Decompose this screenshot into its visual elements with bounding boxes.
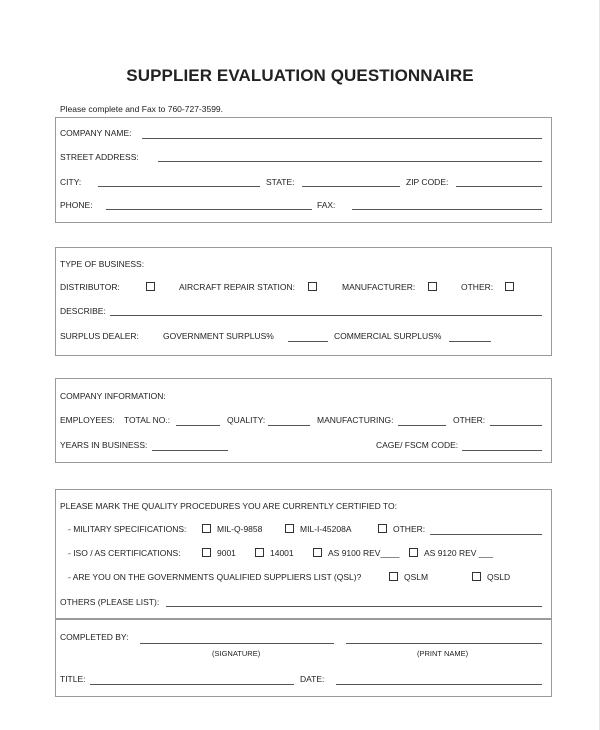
mil-other-label: OTHER: [393,524,426,534]
describe-field[interactable] [110,315,542,316]
fax-instructions: Please complete and Fax to 760-727-3599. [60,104,224,114]
street-address-field[interactable] [158,161,542,162]
qsl-question-label: - ARE YOU ON THE GOVERNMENTS QUALIFIED SUPPLIERS LIST (QSL)? [68,572,362,582]
zip-label: ZIP CODE: [406,177,449,187]
form-title: SUPPLIER EVALUATION QUESTIONNAIRE [126,66,474,85]
qslm-checkbox[interactable] [389,572,398,581]
commercial-surplus-label: COMMERCIAL SURPLUS% [334,331,442,341]
iso-cert-label: - ISO / AS CERTIFICATIONS: [68,548,181,558]
mil-other-field[interactable] [430,534,542,535]
cage-code-field[interactable] [462,450,542,451]
title-label: TITLE: [60,674,86,684]
government-surplus-label: GOVERNMENT SURPLUS% [163,331,274,341]
zip-field[interactable] [456,186,542,187]
qsld-label: QSLD [487,572,511,582]
aircraft-repair-label: AIRCRAFT REPAIR STATION: [179,282,296,292]
city-label: CITY: [60,177,82,187]
as9120-checkbox[interactable] [409,548,418,557]
military-spec-label: - MILITARY SPECIFICATIONS: [68,524,187,534]
years-in-business-field[interactable] [152,450,228,451]
company-name-label: COMPANY NAME: [60,128,132,138]
completed-by-label: COMPLETED BY: [60,632,129,642]
distributor-label: DISTRIBUTOR: [60,282,120,292]
surplus-dealer-label: SURPLUS DEALER: [60,331,139,341]
mil-other-checkbox[interactable] [378,524,387,533]
state-label: STATE: [266,177,295,187]
fax-field[interactable] [352,209,542,210]
iso-9001-label: 9001 [217,548,236,558]
mil-q-9858-label: MIL-Q-9858 [217,524,263,534]
date-label: DATE: [300,674,325,684]
company-info-heading: COMPANY INFORMATION: [60,391,166,401]
mil-i-45208a-label: MIL-I-45208A [300,524,352,534]
manufacturer-label: MANUFACTURER: [342,282,416,292]
date-field[interactable] [336,684,542,685]
aircraft-repair-checkbox[interactable] [308,282,317,291]
others-list-field[interactable] [166,606,542,607]
street-address-label: STREET ADDRESS: [60,152,139,162]
phone-label: PHONE: [60,200,93,210]
describe-label: DESCRIBE: [60,306,106,316]
manufacturer-checkbox[interactable] [428,282,437,291]
mil-i-45208a-checkbox[interactable] [285,524,294,533]
signature-field[interactable] [140,643,334,644]
company-name-field[interactable] [142,138,542,139]
as9100-checkbox[interactable] [313,548,322,557]
title-field[interactable] [90,684,294,685]
distributor-checkbox[interactable] [146,282,155,291]
manufacturing-employees-label: MANUFACTURING: [317,415,394,425]
iso-14001-checkbox[interactable] [255,548,264,557]
commercial-surplus-field[interactable] [449,341,491,342]
total-no-label: TOTAL NO.: [124,415,171,425]
cage-code-label: CAGE/ FSCM CODE: [376,440,459,450]
mil-q-9858-checkbox[interactable] [202,524,211,533]
business-type-heading: TYPE OF BUSINESS: [60,259,145,269]
iso-9001-checkbox[interactable] [202,548,211,557]
signoff-section [55,619,552,697]
phone-field[interactable] [106,209,312,210]
total-no-field[interactable] [176,425,220,426]
signature-caption: (SIGNATURE) [212,649,261,658]
manufacturing-employees-field[interactable] [398,425,446,426]
iso-14001-label: 14001 [270,548,294,558]
others-list-label: OTHERS (PLEASE LIST): [60,597,160,607]
print-name-field[interactable] [346,643,542,644]
quality-employees-label: QUALITY: [227,415,266,425]
as9120-label: AS 9120 REV ___ [424,548,493,558]
other-employees-label: OTHER: [453,415,486,425]
employees-label: EMPLOYEES: [60,415,115,425]
qsld-checkbox[interactable] [472,572,481,581]
as9100-label: AS 9100 REV____ [328,548,400,558]
other-business-label: OTHER: [461,282,494,292]
fax-label: FAX: [317,200,336,210]
print-name-caption: (PRINT NAME) [417,649,469,658]
government-surplus-field[interactable] [288,341,328,342]
other-employees-field[interactable] [490,425,542,426]
state-field[interactable] [302,186,400,187]
years-in-business-label: YEARS IN BUSINESS: [60,440,148,450]
quality-employees-field[interactable] [268,425,310,426]
qslm-label: QSLM [404,572,429,582]
city-field[interactable] [98,186,260,187]
quality-heading: PLEASE MARK THE QUALITY PROCEDURES YOU ARE CURRENTLY CERTIFIED TO: [60,501,397,511]
other-business-checkbox[interactable] [505,282,514,291]
